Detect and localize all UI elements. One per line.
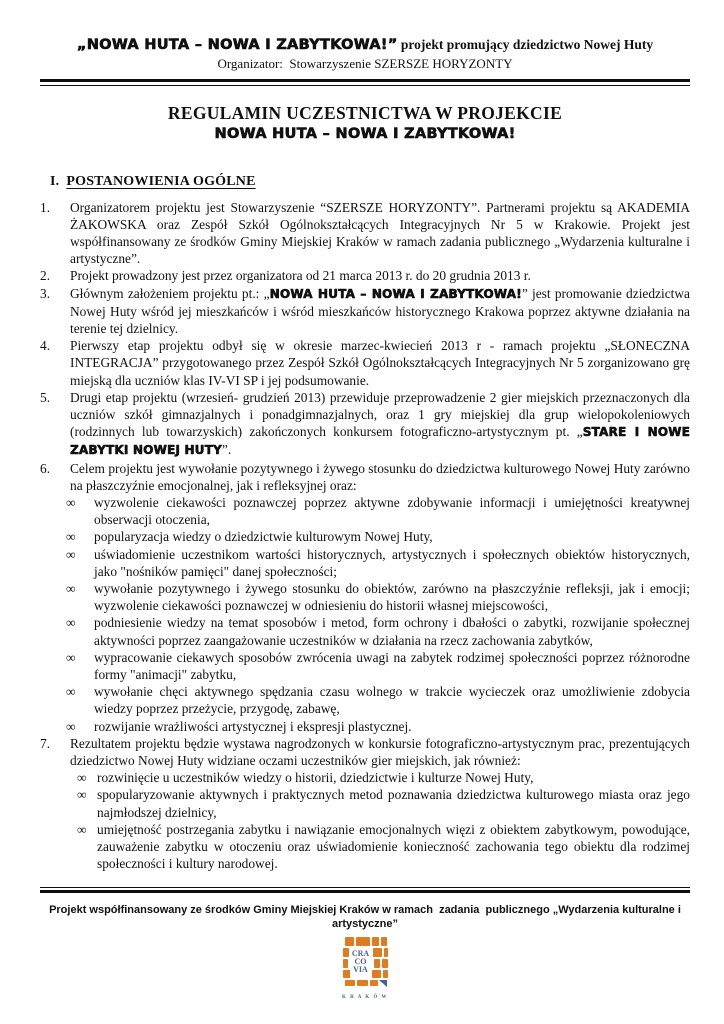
list-item (40, 460, 690, 735)
bullet-text: podniesienie wiedzy na temat sposobów i metod, form ochrony i dbałości o zabytki, rozwijanie społecznej aktywności poprzez zaangażowanie uczestników w działania na rzecz zachowania zabytków, (94, 615, 690, 648)
item-number: 1. (40, 199, 51, 215)
item-body (70, 389, 690, 460)
item-text (70, 389, 690, 460)
item-text (70, 267, 690, 284)
item-number: 2. (40, 268, 51, 284)
text-segment: Rezultatem projektu będzie wystawa nagrodzonych w konkursie fotograficzno-artystycznym prac, prezentujących dziedzictwo Nowej Huty widziane oczami uczestników gier miejskich, jak również: (70, 735, 690, 768)
bullet-item (77, 821, 690, 873)
text-segment: Celem projektu jest wywołanie pozytywnego i żywego stosunku do dziedzictwa kulturowego Nowej Huty zarówno na płaszczyźnie emocjonalnej, jak i refleksyjnej oraz: (70, 460, 690, 493)
bullet-item (60, 683, 690, 717)
page-header (40, 36, 690, 86)
list-item (40, 199, 690, 268)
item-text (70, 735, 690, 769)
bullet-text: uświadomienie uczestnikom wartości historycznych, artystycznych i społecznych obiektów historycznych, jako "nośników pamięci" danej społeczności; (94, 546, 690, 579)
bullet-list (77, 769, 690, 872)
bullet-text: wywołanie pozytywnego i żywego stosunku do obiektów, zarówno na płaszczyźnie refleksji, jak i emocji; wyzwolenie ciekawości poznawczej w odniesieniu do historii własnej miejscowości, (94, 580, 690, 614)
item-text (70, 199, 690, 268)
section-title: POSTANOWIENIA OGÓLNE (66, 173, 256, 189)
bullet-item (60, 718, 690, 735)
logo-line-2: CO (354, 957, 367, 966)
item-body (70, 285, 690, 338)
bullet-text: popularyzacja wiedzy o dziedzictwie kulturowym Nowej Huty, (94, 529, 433, 545)
item-body (70, 267, 690, 284)
item-number: 7. (40, 735, 51, 751)
list-item (40, 735, 690, 873)
bullet-item (60, 580, 690, 614)
item-body (66, 460, 690, 735)
infinity-bullet-icon: ∞ (66, 529, 76, 545)
project-title-inline: NOWA HUTA – NOWA I ZABYTKOWA! (269, 286, 522, 301)
bullet-item (60, 614, 690, 648)
text-segment: Drugi etap projektu (wrzesień- grudzień 2013) przewiduje przeprowadzenie 2 gier miejskich przeznaczonych dla uczniów szkół gimnazjalnych i ponadgimnazjalnych, oraz 1 gry miejskiej dla grup wielopokoleniowych (rodzinnych lub towarzyskich) zakończonych konkursem fotograficzno-artystycznym pt. „ (70, 389, 690, 440)
bullet-item (60, 546, 690, 580)
infinity-bullet-icon: ∞ (77, 770, 87, 786)
text-segment: ”. (221, 442, 232, 458)
organizer-line: Organizator: Stowarzyszenie SZERSZE HORYZONTY (217, 56, 513, 71)
item-body (70, 735, 690, 873)
list-item (40, 285, 690, 338)
bullet-text: umiejętność postrzegania zabytku i nawiązanie emocjonalnych więzi z obiektem zabytkowym, powodujące, zauważenie zabytku w otoczeniu oraz uświadomienie konieczność zachowania tego obiektu dla rodzimej społeczności i kultury narodowej. (97, 821, 690, 872)
infinity-bullet-icon: ∞ (66, 494, 76, 510)
bullet-text: wywołanie chęci aktywnego spędzania czasu wolnego w trakcie wycieczek oraz umożliwienie zdobycia wiedzy poprzez przeżycie, przygodę, zabawę, (94, 684, 690, 717)
infinity-bullet-icon: ∞ (66, 580, 76, 596)
document-body (40, 86, 690, 873)
bullet-text: wypracowanie ciekawych sposobów zwrócenia uwagi na zabytek rodzimej społeczności poprzez różnorodne formy "animacji" zabytku, (94, 649, 690, 682)
project-tagline: projekt promujący dziedzictwo Nowej Huty (397, 37, 654, 52)
cracovia-mosaic-icon (341, 937, 389, 1003)
project-title-inline: STARE I NOWE ZABYTKI NOWEJ HUTY (70, 425, 690, 458)
infinity-bullet-icon: ∞ (66, 718, 76, 734)
document-subtitle: NOWA HUTA – NOWA I ZABYTKOWA! (214, 125, 516, 142)
regulation-items (40, 199, 690, 873)
infinity-bullet-icon: ∞ (66, 684, 76, 700)
bullet-item (60, 649, 690, 683)
bullet-item (77, 786, 690, 820)
bullet-list (60, 494, 690, 735)
infinity-bullet-icon: ∞ (66, 546, 76, 562)
logo-line-1: CRA (351, 949, 370, 958)
logo-city: K R A K Ó W (342, 995, 388, 1000)
text-segment: Projekt prowadzony jest przez organizatora od 21 marca 2013 r. do 20 grudnia 2013 r. (70, 268, 531, 284)
logo-line-3: VIA (353, 965, 368, 974)
text-segment: ” jest promowanie dziedzictwa Nowej Huty wśród jej mieszkańców i wśród mieszkańców historycznego Krakowa poprzez aktywne działania na terenie tej dzielnicy. (70, 285, 690, 336)
funding-note: Projekt współfinansowany ze środków Gminy Miejskiej Kraków w ramach zadania publicznego „Wydarzenia kulturalne i artystyczne” (49, 904, 684, 930)
infinity-bullet-icon: ∞ (66, 649, 76, 665)
item-number: 3. (40, 285, 51, 301)
bullet-text: spopularyzowanie aktywnych i praktycznych metod poznawania dziedzictwa kulturowego miasta oraz jego najmłodszej dzielnicy, (97, 787, 690, 820)
text-segment: Organizatorem projektu jest Stowarzyszenie “SZERSZE HORYZONTY”. Partnerami projektu są AKADEMIA ŻAKOWSKA oraz Zespół Szkół Ogólnokształcących Integracyjnych Nr 5 w Krakowie. Projekt jest współfinansowany ze środków Gminy Miejskiej Kraków w ramach zadania publicznego „Wydarzenia kulturalne i artystyczne”. (70, 199, 690, 267)
page-footer (40, 887, 690, 1009)
text-segment: Pierwszy etap projektu odbył się w okresie marzec-kwiecień 2013 r - ramach projektu „SŁONECZNA INTEGRACJA” przygotowanego przez Zespół Szkół Ogólnokształcących Integracyjnych Nr 5 zorganizowano grę miejską dla uczniów klas IV-VI SP i jej podsumowanie. (70, 338, 690, 388)
bullet-item (60, 494, 690, 528)
item-number: 6. (40, 460, 51, 476)
item-text (70, 460, 690, 494)
infinity-bullet-icon: ∞ (77, 821, 87, 837)
logo-wedge (379, 980, 387, 987)
bullet-item (60, 528, 690, 545)
item-text (70, 285, 690, 338)
project-brand: „NOWA HUTA – NOWA I ZABYTKOWA!” (76, 37, 398, 53)
item-text (70, 337, 690, 389)
item-body (70, 337, 690, 389)
footer-divider (40, 887, 690, 894)
document-title: REGULAMIN UCZESTNICTWA W PROJEKCIE (167, 102, 563, 123)
list-item (40, 267, 690, 284)
text-segment: Głównym założeniem projektu pt.: „ (70, 285, 270, 301)
infinity-bullet-icon: ∞ (77, 787, 87, 803)
item-number: 5. (40, 389, 51, 405)
list-item (40, 389, 690, 460)
item-body (70, 199, 690, 268)
item-number: 4. (40, 338, 51, 354)
bullet-text: rozwijanie wrażliwości artystycznej i ekspresji plastycznej. (94, 718, 412, 734)
bullet-item (77, 769, 690, 786)
section-number: I. (50, 173, 60, 189)
infinity-bullet-icon: ∞ (66, 615, 76, 631)
header-title-line (40, 36, 690, 54)
bullet-text: rozwinięcie u uczestników wiedzy o historii, dziedzictwie i kulturze Nowej Huty, (97, 770, 534, 786)
krakow-logo (40, 937, 690, 1008)
bullet-text: wyzwolenie ciekawości poznawczej poprzez aktywne zdobywanie informacji i umiejętności kreatywnej obserwacji otoczenia, (94, 494, 690, 528)
section-heading (50, 174, 690, 190)
list-item (40, 337, 690, 389)
